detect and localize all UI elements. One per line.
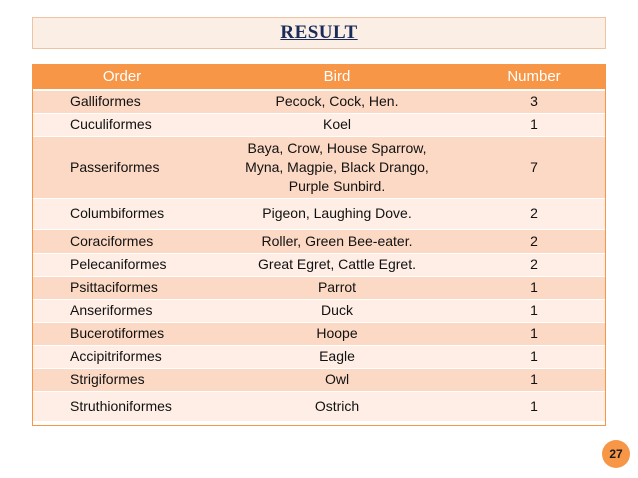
cell-number: 2 <box>462 253 606 276</box>
cell-bird: Pigeon, Laughing Dove. <box>212 198 462 229</box>
table-row <box>32 391 606 421</box>
cell-number: 1 <box>462 322 606 345</box>
table-row <box>32 299 606 322</box>
cell-bird: Parrot <box>212 276 462 299</box>
cell-number: 2 <box>462 198 606 229</box>
cell-bird: Duck <box>212 299 462 322</box>
table-row <box>32 198 606 229</box>
cell-bird: Roller, Green Bee-eater. <box>212 229 462 253</box>
cell-number: 2 <box>462 229 606 253</box>
cell-bird: Koel <box>212 113 462 136</box>
table-row <box>32 345 606 368</box>
cell-number: 1 <box>462 113 606 136</box>
table-row <box>32 113 606 136</box>
cell-order: Accipitriformes <box>32 345 212 368</box>
cell-order: Strigiformes <box>32 368 212 391</box>
cell-bird: Baya, Crow, House Sparrow, Myna, Magpie, Black Drango, Purple Sunbird. <box>212 136 462 198</box>
table-header-row <box>32 64 606 90</box>
cell-bird: Owl <box>212 368 462 391</box>
table-row <box>32 322 606 345</box>
cell-bird: Eagle <box>212 345 462 368</box>
page-number-badge <box>602 440 630 468</box>
title-box <box>32 17 606 49</box>
cell-number: 1 <box>462 391 606 421</box>
cell-number: 1 <box>462 299 606 322</box>
page-number: 27 <box>609 447 623 461</box>
table-row <box>32 368 606 391</box>
cell-order: Bucerotiformes <box>32 322 212 345</box>
cell-number: 7 <box>462 136 606 198</box>
cell-order: Cuculiformes <box>32 113 212 136</box>
cell-bird: Ostrich <box>212 391 462 421</box>
cell-number: 1 <box>462 368 606 391</box>
cell-number: 3 <box>462 90 606 113</box>
header-number: Number <box>462 64 606 90</box>
table-row <box>32 90 606 113</box>
table-row <box>32 276 606 299</box>
header-order: Order <box>32 64 212 90</box>
header-bird: Bird <box>212 64 462 90</box>
cell-order: Pelecaniformes <box>32 253 212 276</box>
cell-number: 1 <box>462 345 606 368</box>
cell-order: Columbiformes <box>32 198 212 229</box>
table-row <box>32 253 606 276</box>
cell-order: Coraciformes <box>32 229 212 253</box>
cell-number: 1 <box>462 276 606 299</box>
table-row <box>32 136 606 198</box>
cell-bird: Hoope <box>212 322 462 345</box>
cell-order: Passeriformes <box>32 136 212 198</box>
cell-order: Struthioniformes <box>32 391 212 421</box>
page-title: RESULT <box>280 22 358 43</box>
cell-order: Psittaciformes <box>32 276 212 299</box>
cell-order: Anseriformes <box>32 299 212 322</box>
table-row <box>32 229 606 253</box>
cell-order: Galliformes <box>32 90 212 113</box>
cell-bird: Great Egret, Cattle Egret. <box>212 253 462 276</box>
result-table <box>32 64 606 422</box>
cell-bird: Pecock, Cock, Hen. <box>212 90 462 113</box>
